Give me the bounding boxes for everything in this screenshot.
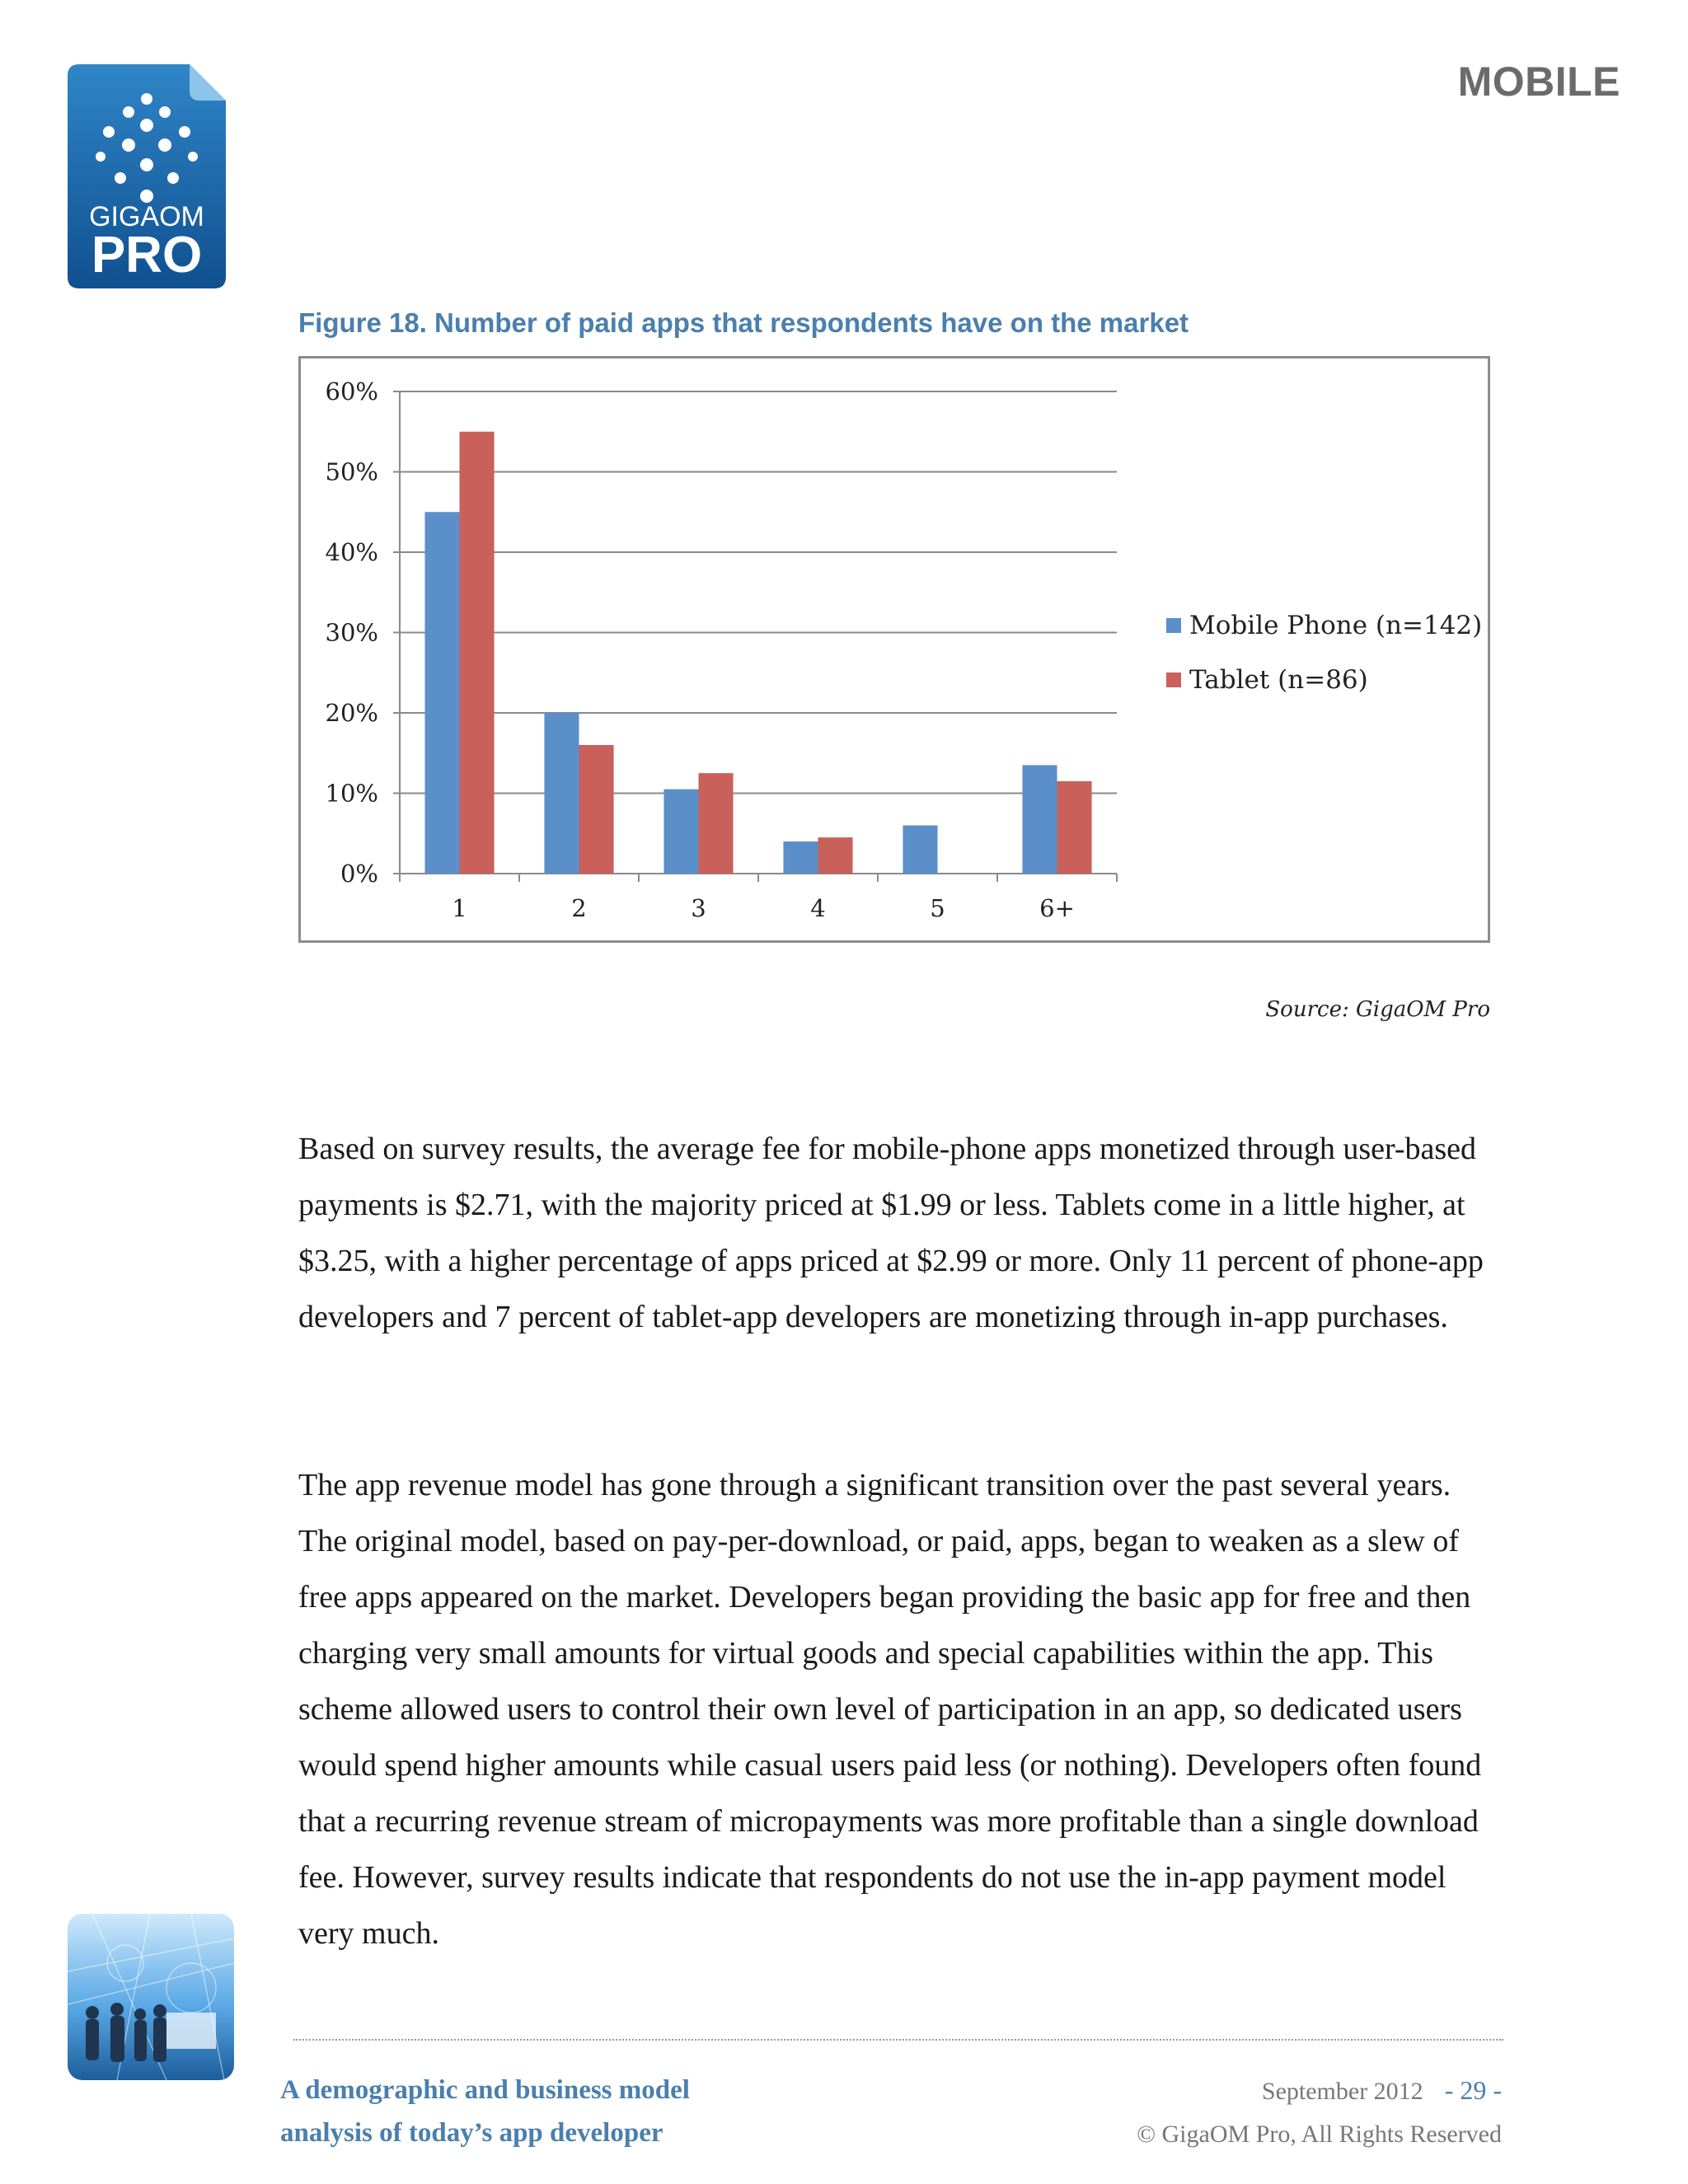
figure-source: Source: GigaOM Pro — [1265, 997, 1490, 1022]
bar-mobile-6+ — [1022, 765, 1057, 874]
y-tick-label: 50% — [325, 457, 378, 486]
y-tick-label: 20% — [325, 699, 378, 727]
legend-item-tablet — [1166, 660, 1482, 700]
legend-swatch-mobile — [1166, 618, 1181, 633]
footer-date: September 2012 — [1261, 2078, 1423, 2105]
page-number: - 29 - — [1444, 2075, 1502, 2105]
bar-mobile-2 — [544, 713, 579, 874]
gigaom-pro-logo — [68, 64, 226, 288]
x-tick-label: 5 — [930, 894, 945, 922]
business-people-image — [68, 1914, 234, 2080]
bar-tablet-3 — [699, 773, 734, 874]
bar-mobile-4 — [783, 841, 818, 874]
legend-label-mobile: Mobile Phone (n=142) — [1189, 611, 1483, 640]
logo-product-text: PRO — [91, 227, 203, 284]
bar-mobile-3 — [663, 790, 698, 874]
bar-tablet-2 — [579, 745, 614, 874]
footer-divider — [293, 2039, 1503, 2041]
bar-tablet-1 — [460, 432, 495, 874]
footer-meta — [1137, 2069, 1502, 2156]
chart-legend — [1166, 606, 1482, 715]
x-tick-label: 2 — [571, 894, 587, 922]
figure-title: Figure 18. Number of paid apps that respondents have on the market — [298, 307, 1189, 338]
legend-label-tablet: Tablet (n=86) — [1189, 665, 1368, 695]
y-tick-label: 60% — [325, 377, 378, 405]
section-label: MOBILE — [1457, 59, 1620, 105]
y-tick-label: 0% — [340, 860, 378, 888]
footer-title-line-2: analysis of today’s app developer — [280, 2118, 663, 2148]
footer-title-line-1: A demographic and business model — [280, 2075, 690, 2105]
x-tick-label: 6+ — [1039, 894, 1075, 922]
bar-tablet-4 — [818, 837, 853, 874]
y-tick-label: 30% — [325, 618, 378, 647]
x-tick-label: 4 — [810, 894, 826, 922]
logo-brand-text: GIGAOM — [89, 201, 204, 232]
footer-copyright: © GigaOM Pro, All Rights Reserved — [1137, 2121, 1502, 2148]
bar-chart — [298, 356, 1490, 943]
y-tick-label: 40% — [325, 538, 378, 566]
x-tick-label: 3 — [691, 894, 706, 922]
x-tick-label: 1 — [452, 894, 467, 922]
bar-tablet-6+ — [1057, 781, 1092, 874]
legend-item-mobile — [1166, 606, 1482, 645]
legend-swatch-tablet — [1166, 673, 1181, 687]
bar-mobile-5 — [903, 826, 937, 874]
bar-mobile-1 — [424, 512, 459, 874]
body-paragraph-2: The app revenue model has gone through a significant transition over the past several years. The original model, based on pay-per-download, or paid, apps, began to weaken as a slew of free apps appeared on the market. Developers began providing the basic app for free and then charging very small amounts for virtual goods and special capabilities within the app. This scheme allowed users to control their own level of participation in an app, so dedicated users would spend higher amounts while casual users paid less (or nothing). Developers often found that a recurring revenue stream of micropayments was more profitable than a single download fee. However, survey results indicate that respondents do not use the in-app payment model very much. — [298, 1468, 1482, 1951]
footer-report-title — [280, 2069, 690, 2154]
y-tick-label: 10% — [325, 779, 378, 808]
body-paragraph-1: Based on survey results, the average fee for mobile-phone apps monetized through user-based payments is $2.71, with the majority priced at $1.99 or less. Tablets come in a little higher, at $3.25, with a higher percentage of apps priced at $2.99 or more. Only 11 percent of phone-app developers and 7 percent of tablet-app developers are monetizing through in-app purchases. — [298, 1132, 1484, 1334]
